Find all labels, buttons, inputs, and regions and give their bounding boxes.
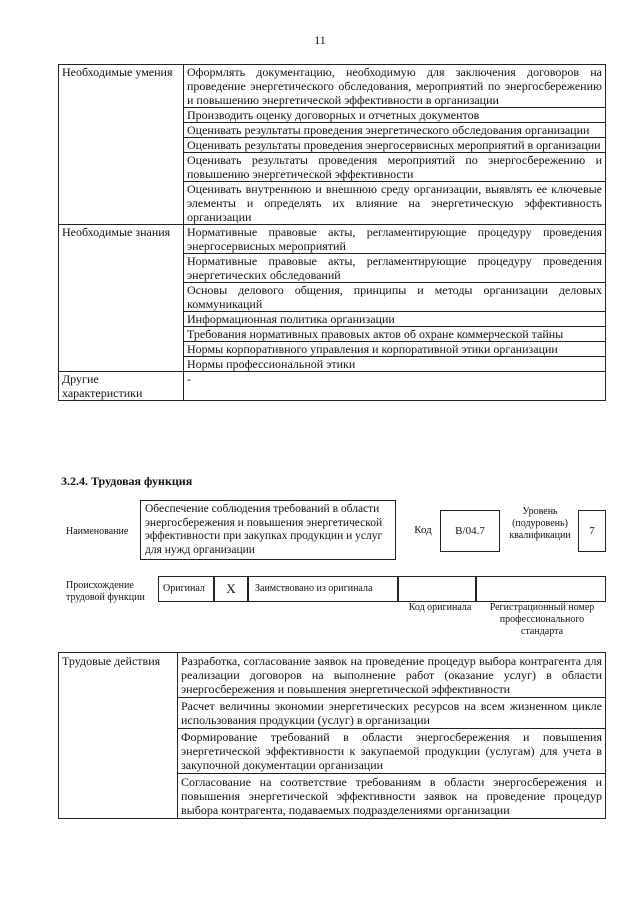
origin-label: Происхождение трудовой функции <box>66 580 145 603</box>
action-item: Расчет величины экономии энергетических ресурсов на всем жизненном цикле использования продукции (услуг) в организации <box>178 698 606 729</box>
skill-item: Производить оценку договорных и отчетных документов <box>184 108 606 123</box>
knowledge-item: Нормативные правовые акты, регламентирующие процедуру проведения энергетических обследований <box>184 254 606 283</box>
knowledge-item: Требования нормативных правовых актов об охране коммерческой тайны <box>184 327 606 342</box>
level-value: 7 <box>578 510 606 552</box>
section-title: 3.2.4. Трудовая функция <box>61 474 193 488</box>
table-row <box>59 225 606 254</box>
level-label: Уровень (подуровень) квалификации <box>509 506 571 541</box>
actions-table <box>58 652 606 819</box>
skills-table <box>58 64 606 401</box>
action-item: Разработка, согласование заявок на проведение процедур выбора контрагента для реализации договоров на выполнение работ (оказание услуг) в области энергосбережения и повышения энергетической эффективности <box>178 653 606 698</box>
skill-item: Оценивать внутреннюю и внешнюю среду организации, выявлять ее ключевые элементы и определять их влияние на энергетическую эффективность организации <box>184 182 606 225</box>
page-number: 11 <box>314 33 326 47</box>
borrowed-label: Заимствовано из оригинала <box>248 576 398 602</box>
code-caption: Код оригинала <box>408 602 472 613</box>
table-row <box>59 372 606 401</box>
code-value: B/04.7 <box>440 510 500 552</box>
original-mark: X <box>214 576 248 602</box>
knowledge-item: Нормативные правовые акты, регламентирующие процедуру проведения энергосервисных мероприятий <box>184 225 606 254</box>
knowledge-item: Нормы профессиональной этики <box>184 357 606 372</box>
actions-label: Трудовые действия <box>59 653 178 819</box>
action-item: Формирование требований в области энергосбережения и повышения энергетической эффективности к закупаемой продукции (услугам) для учета в закупочной документации организации <box>178 729 606 774</box>
knowledge-item: Информационная политика организации <box>184 312 606 327</box>
function-name: Обеспечение соблюдения требований в области энергосбережения и повышения энергетической эффективности при закупках продукции и услуг для нужд организации <box>140 500 396 560</box>
action-item: Согласование на соответствие требованиям в области энергосбережения и повышения энергетической эффективности заявок на проведение процедур выбора контрагента, подаваемых подразделениями организации <box>178 774 606 819</box>
skill-item: Оценивать результаты проведения энергосервисных мероприятий в организации <box>184 138 606 153</box>
reg-number-cell <box>476 576 606 602</box>
name-label: Наименование <box>66 526 129 537</box>
table-row <box>59 653 606 698</box>
original-code-cell <box>398 576 476 602</box>
knowledge-item: Нормы корпоративного управления и корпоративной этики организации <box>184 342 606 357</box>
reg-caption: Регистрационный номер профессионального стандарта <box>489 602 595 637</box>
knowledge-label: Необходимые знания <box>59 225 184 372</box>
skill-item: Оценивать результаты проведения энергетического обследования организации <box>184 123 606 138</box>
skill-item: Оценивать результаты проведения мероприятий по энергосбережению и повышению энергетической эффективности <box>184 153 606 182</box>
other-label: Другие характеристики <box>59 372 184 401</box>
original-label: Оригинал <box>158 576 214 602</box>
table-row <box>59 65 606 108</box>
other-item: - <box>184 372 606 401</box>
skill-item: Оформлять документацию, необходимую для заключения договоров на проведение энергетического обследования, мероприятий по энергосбережению и повышению энергетической эффективности в организации <box>184 65 606 108</box>
code-label: Код <box>414 524 432 536</box>
knowledge-item: Основы делового общения, принципы и методы организации деловых коммуникаций <box>184 283 606 312</box>
skills-label: Необходимые умения <box>59 65 184 225</box>
